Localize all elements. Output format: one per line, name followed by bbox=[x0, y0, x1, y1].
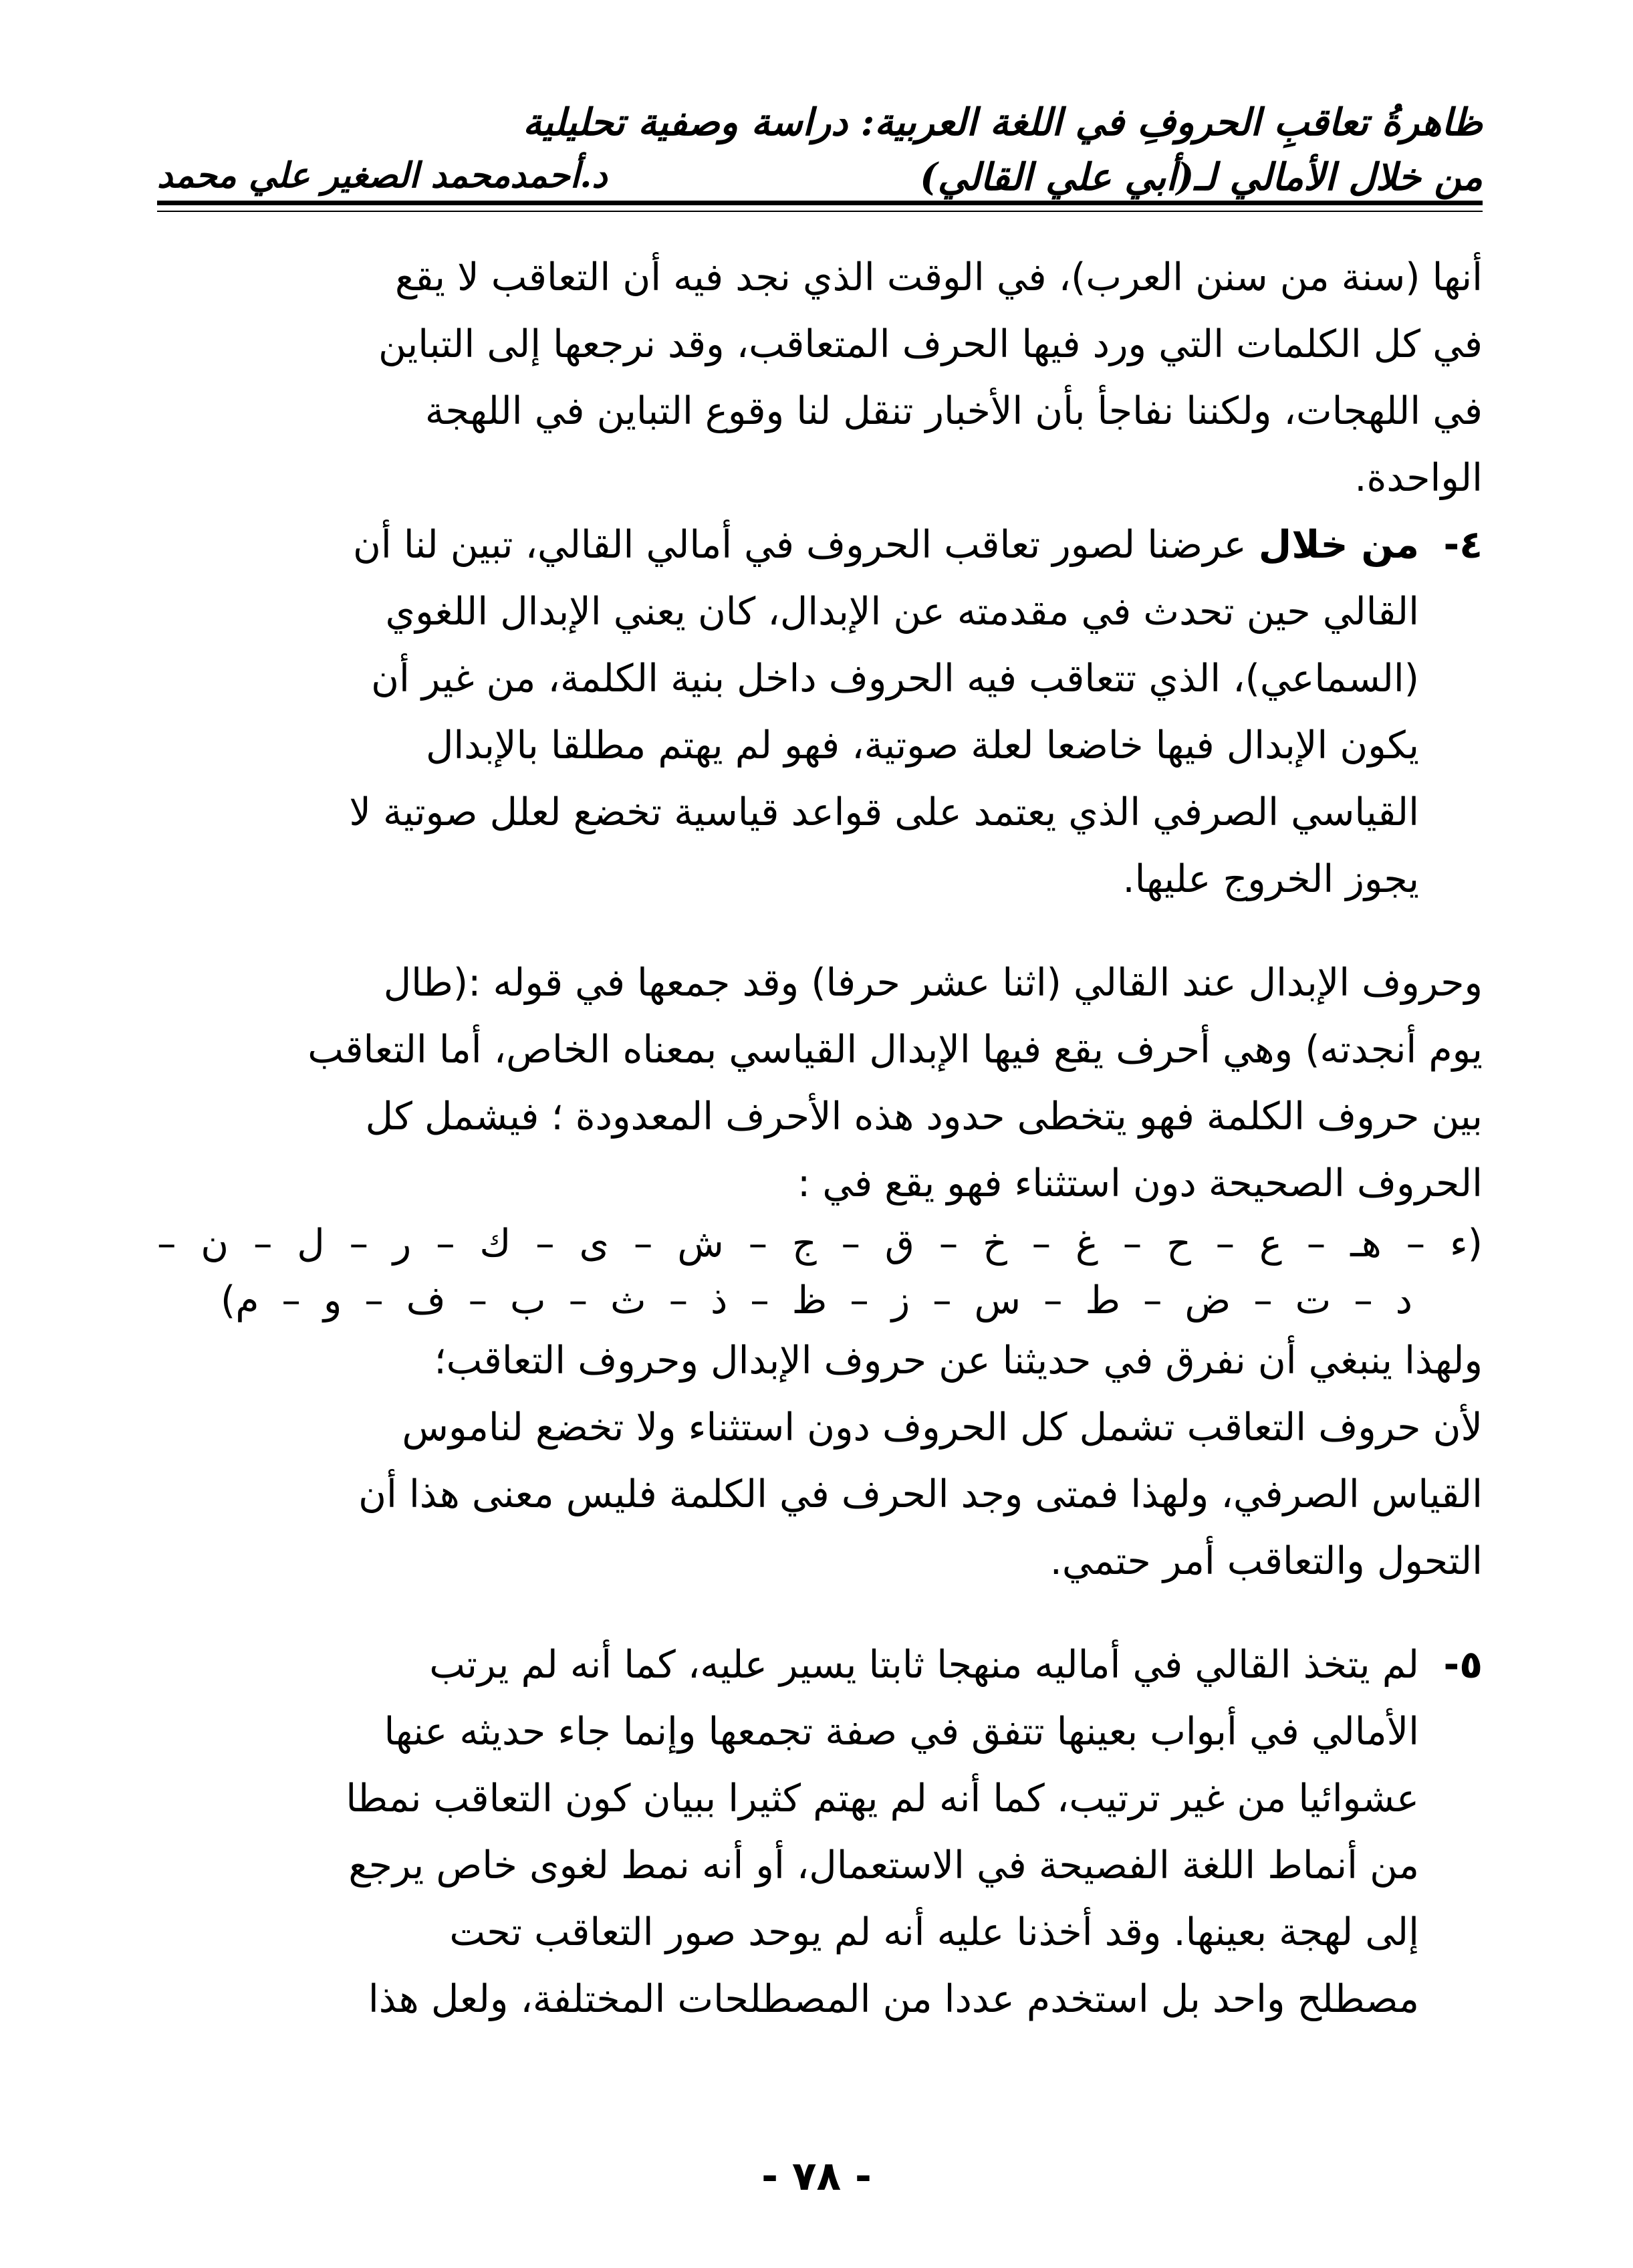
text-line: ولهذا ينبغي أن نفرق في حديثنا عن حروف الإبدال وحروف التعاقب؛ bbox=[434, 1339, 1483, 1383]
header-rule-thin bbox=[157, 211, 1483, 212]
text-line: لم يتخذ القالي في أماليه منهجا ثابتا يسير عليه، كما أنه لم يرتب bbox=[429, 1643, 1419, 1687]
text-line: يكون الإبدال فيها خاضعا لعلة صوتية، فهو لم يهتم مطلقا بالإبدال bbox=[425, 723, 1419, 768]
header-title-line2: من خلال الأمالي لـ(أبي علي القالي) bbox=[920, 155, 1483, 199]
item-lead: من خلال bbox=[1258, 523, 1419, 567]
paragraph-letters bbox=[157, 949, 1483, 1217]
list-item-4 bbox=[157, 512, 1483, 913]
text-line: مصطلح واحد بل استخدم عددا من المصطلحات المختلفة، ولعل هذا bbox=[368, 1977, 1419, 2021]
text-line: القياسي الصرفي الذي يعتمد على قواعد قياسية تخضع لعلل صوتية لا bbox=[349, 790, 1419, 834]
header-title-line1: ظاهرةُ تعاقبِ الحروفِ في اللغة العربية: دراسة وصفية تحليلية bbox=[523, 100, 1483, 144]
text-line: في اللهجات، ولكننا نفاجأ بأن الأخبار تنقل لنا وقوع التباين في اللهجة bbox=[424, 389, 1483, 433]
header-rule bbox=[157, 201, 1483, 205]
text-line: من أنماط اللغة الفصيحة في الاستعمال، أو أنه نمط لغوى خاص يرجع bbox=[348, 1843, 1419, 1888]
page-number: - ٧٨ - bbox=[761, 2153, 872, 2200]
text-line: في كل الكلمات التي ورد فيها الحرف المتعاقب، وقد نرجعها إلى التباين bbox=[378, 322, 1483, 366]
item-number: ٤- bbox=[1443, 523, 1483, 567]
paragraph-intro bbox=[157, 244, 1483, 512]
running-header bbox=[157, 94, 1483, 214]
text-line: الواحدة. bbox=[1354, 456, 1483, 500]
paragraph-distinguish bbox=[157, 1327, 1483, 1595]
text-line: يوم أنجدته) وهي أحرف يقع فيها الإبدال القياسي بمعناه الخاص، أما التعاقب bbox=[307, 1028, 1483, 1072]
text-line: التحول والتعاقب أمر حتمي. bbox=[1049, 1539, 1483, 1583]
item-number: ٥- bbox=[1443, 1643, 1483, 1687]
text-line: الأمالي في أبواب بعينها تتفق في صفة تجمعها وإنما جاء حديثه عنها bbox=[384, 1710, 1419, 1754]
text-line: عشوائيا من غير ترتيب، كما أنه لم يهتم كثيرا ببيان كون التعاقب نمطا bbox=[346, 1777, 1419, 1821]
text-line: يجوز الخروج عليها. bbox=[1122, 857, 1419, 901]
text-line: الحروف الصحيحة دون استثناء فهو يقع في : bbox=[797, 1161, 1483, 1206]
text-line: لأن حروف التعاقب تشمل كل الحروف دون استثناء ولا تخضع لناموس bbox=[402, 1405, 1483, 1450]
text-line: القياس الصرفي، ولهذا فمتى وجد الحرف في الكلمة فليس معنى هذا أن bbox=[358, 1472, 1483, 1516]
header-author: د.أحمدمحمد الصغير علي محمد bbox=[157, 155, 608, 196]
list-item-5 bbox=[157, 1631, 1483, 2033]
letters-list-line1: (ء – هـ – ع – ح – غ – خ – ق – ج – ش – ى – ك – ر – ل – ن – bbox=[157, 1222, 1483, 1266]
letters-list-line2: د – ت – ض – ط – س – ز – ظ – ذ – ث – ب – ف – و – م) bbox=[221, 1278, 1412, 1323]
text-line: عرضنا لصور تعاقب الحروف في أمالي القالي، تبين لنا أن bbox=[353, 523, 1247, 567]
text-line: (السماعي)، الذي تتعاقب فيه الحروف داخل بنية الكلمة، من غير أن bbox=[371, 657, 1419, 701]
text-line: إلى لهجة بعينها. وقد أخذنا عليه أنه لم يوحد صور التعاقب تحت bbox=[449, 1910, 1419, 1954]
text-line: أنها (سنة من سنن العرب)، في الوقت الذي نجد فيه أن التعاقب لا يقع bbox=[394, 255, 1483, 300]
text-line: وحروف الإبدال عند القالي (اثنا عشر حرفا) وقد جمعها في قوله :(طال bbox=[383, 961, 1483, 1005]
text-line: القالي حين تحدث في مقدمته عن الإبدال، كان يعني الإبدال اللغوي bbox=[385, 590, 1419, 634]
text-line: بين حروف الكلمة فهو يتخطى حدود هذه الأحرف المعدودة ؛ فيشمل كل bbox=[365, 1095, 1483, 1139]
